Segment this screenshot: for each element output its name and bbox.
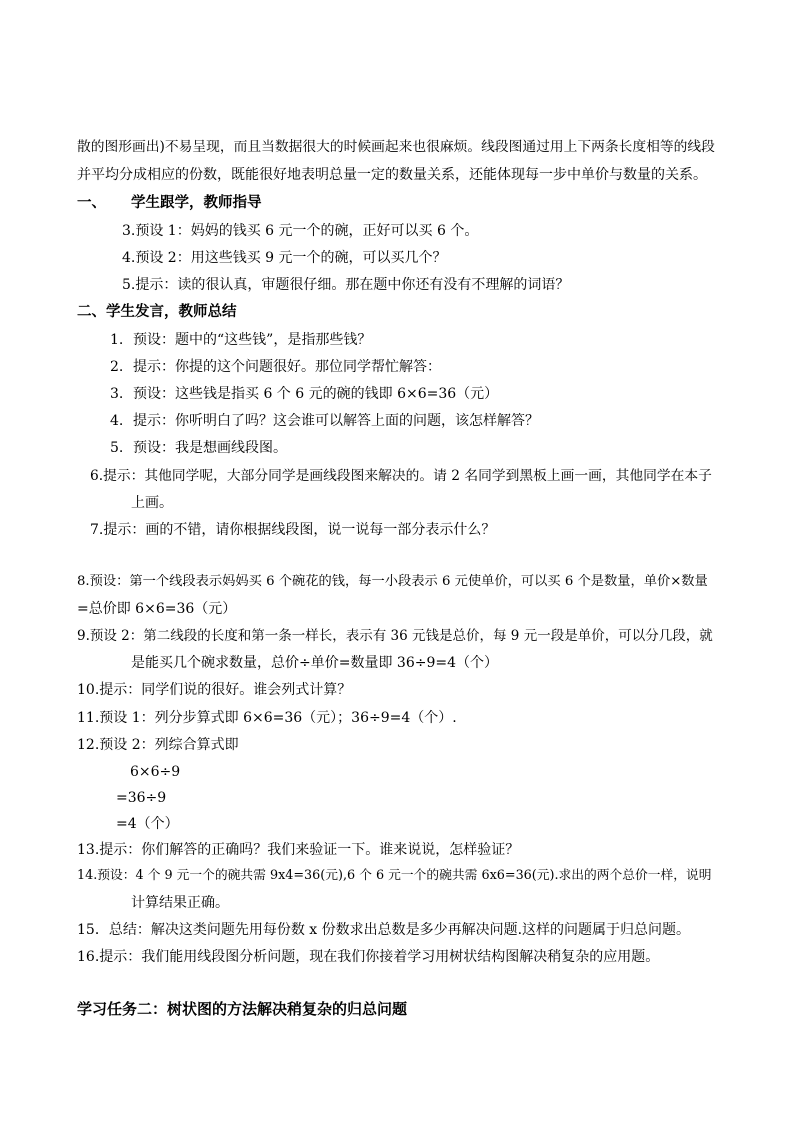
section-1-number: 一、: [77, 195, 106, 211]
list-item: 5.提示：读的很认真，审题很仔细。那在题中你还有没有不理解的词语？: [122, 277, 570, 293]
item-6-line-2: 上画。: [131, 495, 173, 511]
task-2-title: 学习任务二：树状图的方法解决稍复杂的归总问题: [77, 1000, 408, 1018]
numbered-item-text: 预设：这些钱是指买 6 个 6 元的碗的钱即 6×6=36（元）: [133, 386, 499, 402]
item-11: 11.预设 1：列分步算式即 6×6=36（元）；36÷9=4（个）.: [77, 710, 457, 726]
numbered-item-num: 2.: [110, 359, 124, 375]
calc-step-2: =36÷9: [116, 790, 167, 806]
item-14-line-1: 14.预设：4 个 9 元一个的碗共需 9x4=36(元),6 个 6 元一个的碗共需 6x6=36(元).求出的两个总价一样，说明: [77, 868, 712, 883]
list-item: 3.预设 1：妈妈的钱买 6 元一个的碗，正好可以买 6 个。: [122, 223, 479, 239]
numbered-item-num: 5.: [110, 440, 124, 456]
intro-line-1: 散的图形画出)不易呈现，而且当数据很大的时候画起来也很麻烦。线段图通过用上下两条长度相等的线段: [77, 139, 715, 155]
item-13: 13.提示：你们解答的正确吗？我们来验证一下。谁来说说，怎样验证？: [77, 842, 520, 858]
numbered-item-num: 4.: [110, 413, 124, 429]
section-2-title: 二、学生发言，教师总结: [77, 304, 237, 320]
item-10: 10.提示：同学们说的很好。谁会列式计算？: [77, 682, 352, 698]
numbered-item-num: 3.: [110, 386, 124, 402]
calc-step-1: 6×6÷9: [130, 764, 181, 780]
item-6-line-1: 6.提示：其他同学呢，大部分同学是画线段图来解决的。请 2 名同学到黑板上画一画，其他同学在本子: [90, 468, 712, 484]
numbered-item-text: 提示：你听明白了吗？这会谁可以解答上面的问题，该怎样解答？: [133, 413, 539, 429]
numbered-item-num: 1.: [110, 332, 124, 348]
numbered-item-text: 预设：题中的“这些钱”，是指那些钱？: [133, 332, 372, 348]
item-14-line-2: 计算结果正确。: [131, 895, 229, 911]
item-9-line-2: 是能买几个碗求数量，总价÷单价=数量即 36÷9=4（个）: [131, 655, 498, 671]
item-16: 16.提示：我们能用线段图分析问题，现在我们你接着学习用树状结构图解决稍复杂的应用题。: [77, 949, 660, 965]
calc-step-3: =4（个）: [116, 816, 179, 832]
item-8-line-1: 8.预设：第一个线段表示妈妈买 6 个碗花的钱，每一小段表示 6 元使单价，可以买 6 个是数量，单价×数量: [77, 574, 708, 589]
item-8-line-2: =总价即 6×6=36（元）: [77, 601, 237, 617]
item-12: 12.预设 2：列综合算式即: [77, 737, 239, 753]
numbered-item-text: 预设：我是想画线段图。: [133, 440, 287, 456]
intro-line-2: 并平均分成相应的份数，既能很好地表明总量一定的数量关系，还能体现每一步中单价与数量的关系。: [77, 167, 707, 183]
item-15: 15．总结：解决这类问题先用每份数 x 份数求出总数是多少再解决问题.这样的问题属于归总问题。: [77, 922, 691, 938]
list-item: 4.预设 2：用这些钱买 9 元一个的碗，可以买几个？: [122, 250, 447, 266]
section-1-title: 学生跟学，教师指导: [131, 195, 262, 211]
item-7: 7.提示：画的不错，请你根据线段图，说一说每一部分表示什么？: [90, 522, 496, 538]
numbered-item-text: 提示：你提的这个问题很好。那位同学帮忙解答：: [133, 359, 441, 375]
item-9-line-1: 9.预设 2：第二线段的长度和第一条一样长，表示有 36 元钱是总价，每 9 元一段是单价，可以分几段，就: [77, 628, 713, 644]
